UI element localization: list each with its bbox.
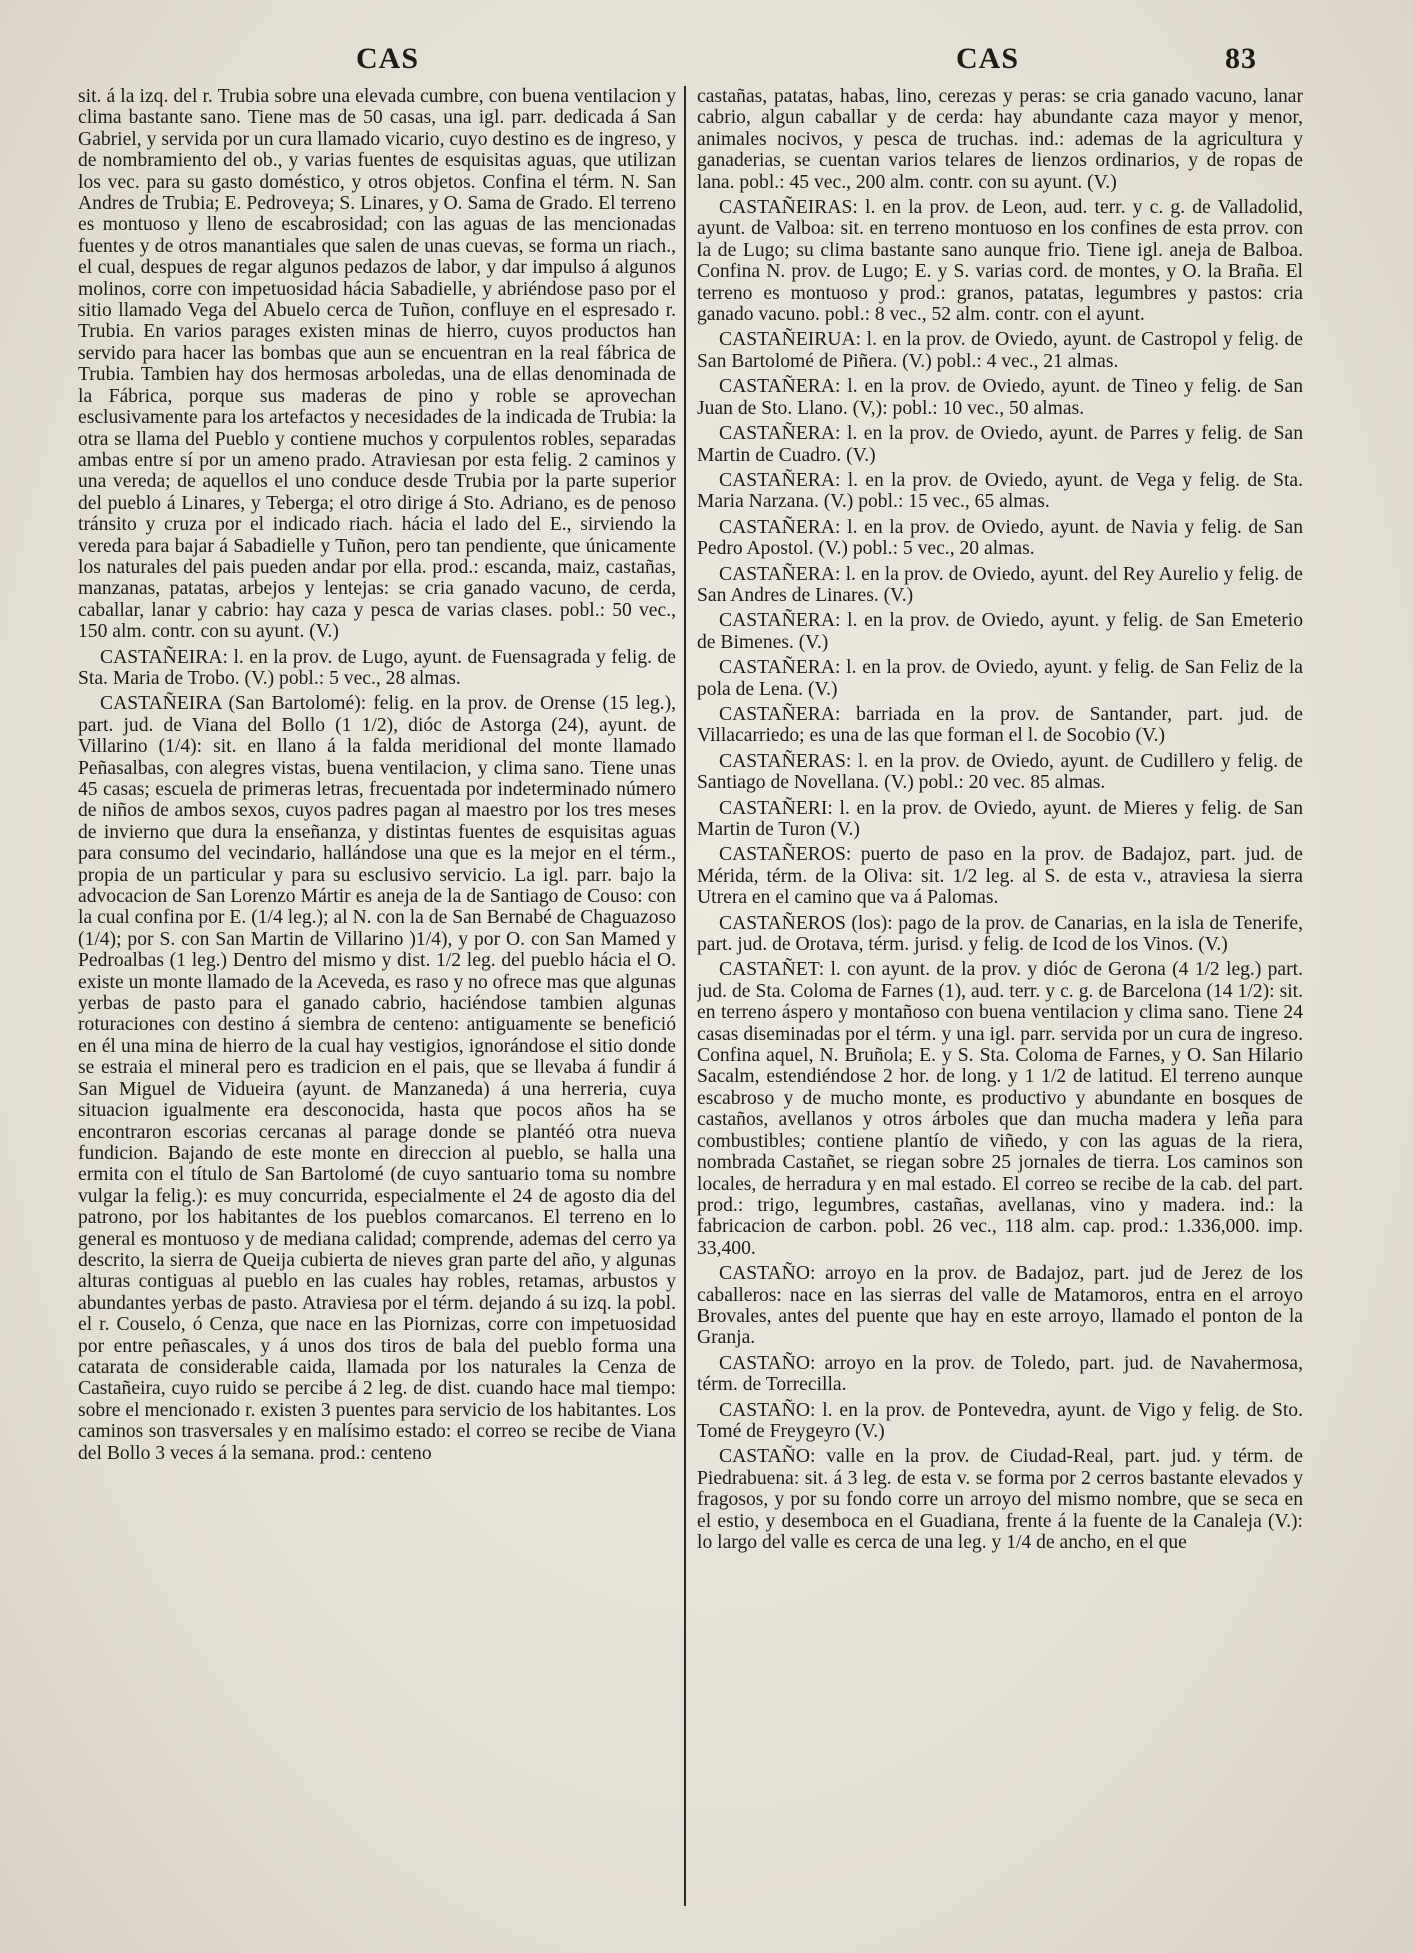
entry-castano-toledo: CASTAÑO: arroyo en la prov. de Toledo, part. jud. de Navahermosa, térm. de Torrecilla. <box>697 1352 1303 1396</box>
continued-entry-text: castañas, patatas, habas, lino, cerezas y peras: se cria ganado vacuno, lanar cabrio, algun caballar y de cerda: hay abundante caza mayor y menor, animales nocivos, y pesca de truchas. ind.: ademas de la agricultura y ganaderias, se cuentan varios telares de lienzos ordinarios, y de ropas de lana. pobl.: 45 vec., 200 alm. contr. con su ayunt. (V.) <box>697 86 1303 193</box>
entry-castano-pontevedra: CASTAÑO: l. en la prov. de Pontevedra, ayunt. de Vigo y felig. de Sto. Tomé de Freygeyro (V.) <box>697 1399 1303 1442</box>
entry-castanera-tineo: CASTAÑERA: l. en la prov. de Oviedo, ayunt. de Tineo y felig. de San Juan de Sto. Llano. (V,): pobl.: 10 vec., 50 almas. <box>697 376 1303 419</box>
entry-castanera-rey-aurelio: CASTAÑERA: l. en la prov. de Oviedo, ayunt. del Rey Aurelio y felig. de San Andres de Linares. (V.) <box>697 563 1303 606</box>
entry-castaneros-los: CASTAÑEROS (los): pago de la prov. de Canarias, en la isla de Tenerife, part. jud. de Orotava, térm. jurisd. y felig. de Icod de los Vinos. (V.) <box>697 912 1303 956</box>
entry-castaneira-san-bartolome: CASTAÑEIRA (San Bartolomé): felig. en la prov. de Orense (15 leg.), part. jud. de Viana del Bollo (1 1/2), dióc de Astorga (24), ayunt. de Villarino (1/4): sit. en llano á la falda meridional del monte llamado Peñasalbas, con alegres vistas, buena ventilacion, y clima sano. Tiene unas 45 casas; escuela de primeras letras, frecuentada por indeterminado número de niños de ambos sexos, cuyos padres pagan al maestro por los tres meses de invierno que dura la enseñanza, y distintas fuentes de esquisitas aguas para consumo del vecindario, hallándose una que es la mejor en el térm., propia de un particular y para su esclusivo servicio. La igl. parr. bajo la advocacion de San Lorenzo Mártir es aneja de la de Santiago de Couso: con la cual confina por E. (1/4 leg.); al N. con la de San Bernabé de Chaguazoso (1/4); por S. con San Martin de Villarino )1/4), y por O. con San Mamed y Pedroalbas (1 leg.) Dentro del mismo y dist. 1/2 leg. del pueblo hácia el O. existe un monte llamado de la Aceveda, es raso y no ofrece mas que algunas yerbas de pasto para el ganado cabrio, haciéndose tambien algunas roturaciones con destino á siembra de centeno: antiguamente se benefició en él una mina de hierro de la cual hay vestigios, ignorándose el sitio donde se estraia el mineral pero es tradicion en el pais, que se llevaba á fundir á San Miguel de Vidueira (ayunt. de Manzaneda) á una herreria, cuya situacion igualmente era desconocida, hasta que pocos años ha se encontraron escorias cercanas al parage donde se plantéó otra nueva fundicion. Bajando de este monte en direccion al pueblo, se halla una ermita con el título de San Bartolomé (de cuyo santuario toma su nombre vulgar la felig.): es muy concurrida, especialmente el 24 de agosto dia del patrono, por los habitantes de los pueblos comarcanos. El terreno en lo general es montuoso y de mediana calidad; comprende, ademas del cerro ya descrito, la sierra de Queija cubierta de nieves gran parte del año, y algunas alturas contiguas al pueblo en las cuales hay robles, retamas, arbustos y abundantes yerbas de pasto. Atraviesa por el térm. dejando á su izq. la pobl. el r. Couselo, ó Cenza, que nace en las Piornizas, corre con impetuosidad por entre peñascales, y á unos dos tiros de bala del pueblo forma una catarata de considerable caida, llamada por los naturales la Cenza de Castañeira, cuyo ruido se percibe á 2 leg. de dist. cuando hace mal tiempo: sobre el mencionado r. existen 3 puentes para servicio de los habitantes. Los caminos son trasversales y en malísimo estado: el correo se recibe de Viana del Bollo 3 veces á la semana. prod.: centeno <box>78 693 676 1464</box>
entry-castanera-vega: CASTAÑERA: l. en la prov. de Oviedo, ayunt. de Vega y felig. de Sta. Maria Narzana. (V.) pobl.: 15 vec., 65 almas. <box>697 469 1303 513</box>
running-head-left: CAS <box>356 42 420 75</box>
column-divider <box>684 86 686 1906</box>
entry-castaneira-lugo: CASTAÑEIRA: l. en la prov. de Lugo, ayunt. de Fuensagrada y felig. de Sta. Maria de Trobo. (V.) pobl.: 5 vec., 28 almas. <box>78 646 676 689</box>
entry-castaneras: CASTAÑERAS: l. en la prov. de Oviedo, ayunt. de Cudillero y felig. de Santiago de Novellana. (V.) pobl.: 20 vec. 85 almas. <box>697 750 1303 794</box>
running-head-right: CAS <box>956 42 1020 75</box>
right-text-column <box>697 86 1303 1938</box>
entry-castanera-navia: CASTAÑERA: l. en la prov. de Oviedo, ayunt. de Navia y felig. de San Pedro Apostol. (V.) pobl.: 5 vec., 20 almas. <box>697 516 1303 560</box>
page-number: 83 <box>1225 42 1257 75</box>
left-text-column <box>78 86 676 1938</box>
continued-entry-text: sit. á la izq. del r. Trubia sobre una elevada cumbre, con buena ventilacion y clima bastante sano. Tiene mas de 50 casas, una igl. parr. dedicada á San Gabriel, y servida por un cura llamado vicario, cuyo destino es de ingreso, y de nombramiento del ob., y varias fuentes de esquisitas aguas, que utilizan los vec. para su gasto doméstico, y otros objetos. Confina el térm. N. San Andres de Trubia; E. Pedroveya; S. Linares, y O. Sama de Grado. El terreno es montuoso y lleno de escabrosidad; con las aguas de las mencionadas fuentes y de otros manantiales que salen de unas cuevas, se forma un riach., el cual, despues de regar algunos pedazos de labor, y dar impulso á algunos molinos, corre con impetuosidad hácia Sabadielle, y abriéndose paso por el sitio llamado Vega del Abuelo cerca de Tuñon, confluye en el espresado r. Trubia. En varios parages existen minas de hierro, cuyos productos han servido para hacer las bombas que aun se encuentran en la real fábrica de Trubia. Tambien hay dos hermosas arboledas, una de ellas denominada de la Fábrica, porque sus maderas de pino y roble se aprovechan esclusivamente para los artefactos y necesidades de la indicada de Trubia: la otra se llama del Pueblo y contiene muchos y corpulentos robles, separadas ambas entre sí por un ameno prado. Atraviesan por esta felig. 2 caminos y una vereda; de aquellos el uno conduce desde Trubia por la parte superior del pueblo á Linares, y Teberga; el otro dirige á Sto. Adriano, es de penoso tránsito y cruza por el indicado riach. hácia el lado del E., sirviendo la vereda para bajar á Sabadielle y Tuñon, pero tan pendiente, que únicamente los naturales del pais pueden andar por ella. prod.: escanda, maiz, castañas, manzanas, patatas, arbejos y lentejas: se cria ganado vacuno, de cerda, caballar, lanar y cabrio: hay caza y pesca de varias clases. pobl.: 50 vec., 150 alm. contr. con su ayunt. (V.) <box>78 86 676 643</box>
entry-castanera-santander: CASTAÑERA: barriada en la prov. de Santander, part. jud. de Villacarriedo; es una de las que forman el l. de Socobio (V.) <box>697 703 1303 747</box>
entry-castanera-lena: CASTAÑERA: l. en la prov. de Oviedo, ayunt. y felig. de San Feliz de la pola de Lena. (V.) <box>697 657 1303 700</box>
entry-castanera-bimenes: CASTAÑERA: l. en la prov. de Oviedo, ayunt. y felig. de San Emeterio de Bimenes. (V.) <box>697 610 1303 653</box>
entry-castaneros: CASTAÑEROS: puerto de paso en la prov. de Badajoz, part. jud. de Mérida, térm. de la Oliva: sit. 1/2 leg. al S. de esta v., atraviesa la sierra Utrera en el camino que va á Palomas. <box>697 844 1303 909</box>
entry-castaneri: CASTAÑERI: l. en la prov. de Oviedo, ayunt. de Mieres y felig. de San Martin de Turon (V.) <box>697 797 1303 840</box>
entry-castanet: CASTAÑET: l. con ayunt. de la prov. y dióc de Gerona (4 1/2 leg.) part. jud. de Sta. Coloma de Farnes (1), aud. terr. y c. g. de Barcelona (14 1/2): sit. en terreno áspero y montañoso con buena ventilacion y clima sano. Tiene 24 casas diseminadas por el térm. y una igl. parr. servida por un cura de ingreso. Confina aquel, N. Bruñola; E. y S. Sta. Coloma de Farnes, y O. San Hilario Sacalm, estendiéndose 2 hor. de long. y 1 1/2 de latitud. El terreno aunque escabroso y de mucho monte, es productivo y abundante en bosques de castaños, avellanos y otros árboles que dan mucha madera y leña para combustibles; contiene plantío de viñedo, y con las aguas de la riera, nombrada Castañet, se riegan sobre 25 jornales de tierra. Los caminos son locales, de herradura y en mal estado. El correo se recibe de la cab. del part. prod.: trigo, legumbres, castañas, avellanas, vino y madera. ind.: la fabricacion de carbon. pobl. 26 vec., 118 alm. cap. prod.: 1.336,000. imp. 33,400. <box>697 959 1303 1259</box>
entry-castaneirua: CASTAÑEIRUA: l. en la prov. de Oviedo, ayunt. de Castropol y felig. de San Bartolomé de Piñera. (V.) pobl.: 4 vec., 21 almas. <box>697 329 1303 372</box>
entry-castano-ciudad-real: CASTAÑO: valle en la prov. de Ciudad-Real, part. jud. y térm. de Piedrabuena: sit. á 3 leg. de esta v. se forma por 2 cerros bastante elevados y fragosos, y por su fondo corre un arroyo del mismo nombre, que se seca en el estio, y desemboca en el Guadiana, frente á la fuente de la Canaleja (V.): lo largo del valle es cerca de una leg. y 1/4 de ancho, en el que <box>697 1446 1303 1553</box>
entry-castano-badajoz: CASTAÑO: arroyo en la prov. de Badajoz, part. jud de Jerez de los caballeros: nace en las sierras del valle de Matamoros, entra en el arroyo Brovales, antes del puente que hay en este arroyo, llamado el ponton de la Granja. <box>697 1263 1303 1349</box>
entry-castanera-parres: CASTAÑERA: l. en la prov. de Oviedo, ayunt. de Parres y felig. de San Martin de Cuadro. (V.) <box>697 423 1303 466</box>
entry-castaneiras: CASTAÑEIRAS: l. en la prov. de Leon, aud. terr. y c. g. de Valladolid, ayunt. de Valboa: sit. en terreno montuoso en los confines de esta prrov. con la de Lugo; su clima bastante sano aunque frio. Tiene igl. aneja de Balboa. Confina N. prov. de Lugo; E. y S. varias cord. de montes, y O. la Braña. El terreno es montuoso y prod.: granos, patatas, legumbres y pastos: cria ganado vacuno. pobl.: 8 vec., 52 alm. contr. con el ayunt. <box>697 197 1303 326</box>
